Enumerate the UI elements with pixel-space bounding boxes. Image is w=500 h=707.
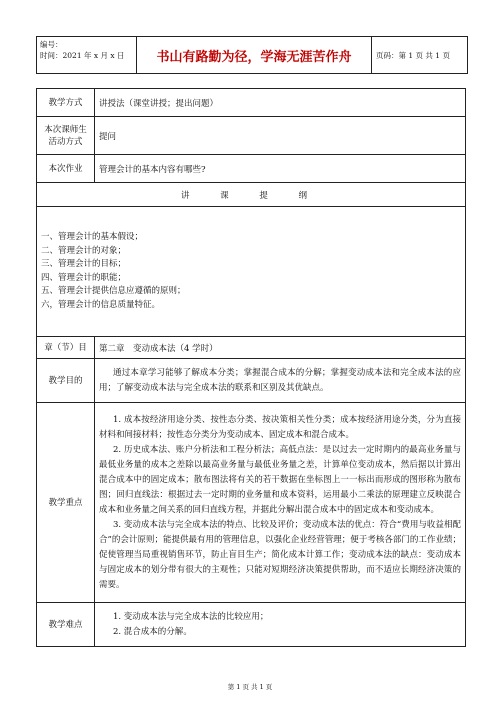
method-row bbox=[37, 89, 466, 117]
outline-item: 四、管理会计的职能； bbox=[41, 272, 127, 283]
key-point: 2. 历史成本法、账户分析法和工程分析法；高低点法：是以过去一定时期内的最高业务量与最低业务量的成本之差除以最高业务量与最低业务量之差，计算单位变动成本，然后据以计算出混合成本中的固定成本；散布图法将有关的若干数据在坐标图上一一标出而形成的图形称为散布图；回归直线法：根据过去一定时期的业务量和成本资料，运用最小二乘法的原理建立反映混合成本和业务量之间关系的回归直线方程，并据此分解出混合成本中的固定成本和变动成本。 bbox=[99, 444, 461, 515]
outline-item: 六，管理会计的信息质量特征。 bbox=[41, 299, 161, 310]
homework-label: 本次作业 bbox=[37, 155, 95, 183]
header-meta bbox=[37, 37, 137, 73]
outline-title: 讲 课 提 纲 bbox=[37, 183, 466, 207]
motto: 书山有路勤为径，学海无涯苦作舟 bbox=[137, 37, 372, 73]
chapter-row bbox=[37, 337, 466, 359]
method-label: 教学方式 bbox=[37, 89, 95, 117]
outline-title-row bbox=[37, 183, 466, 207]
activity-value: 提问 bbox=[95, 117, 466, 155]
goal-row bbox=[37, 359, 466, 403]
page-footer: 第 1 页 共 1 页 bbox=[227, 683, 273, 691]
homework-row bbox=[37, 155, 466, 183]
key-row bbox=[37, 403, 466, 603]
goal-label: 教学目的 bbox=[37, 359, 95, 403]
difficult-point: 2. 混合成本的分解。 bbox=[113, 626, 192, 637]
page-header bbox=[36, 36, 468, 74]
activity-row bbox=[37, 117, 466, 155]
outline-item: 一、管理会计的基本假设； bbox=[41, 232, 144, 242]
method-value: 讲授法（课堂讲授；提出问题） bbox=[95, 89, 466, 117]
page-label: 页码：第 1 页 共 1 页 bbox=[376, 50, 450, 60]
key-cell bbox=[95, 403, 466, 603]
outline-item: 二、管理会计的对象； bbox=[41, 245, 127, 256]
key-point: 3. 变动成本法与完全成本法的特点、比较及评价；变动成本法的优点：符合“费用与收益相配合”的会计原则；能提供最有用的管理信息，以强化企业经营管理；便于考核各部门的工作业绩；促使管理当局重视销售环节，防止盲目生产；简化成本计算工作；变动成本法的缺点：变动成本与固定成本的划分带有很大的主观性；只能对短期经济决策提供帮助，而不适应长期经济决策的需要。 bbox=[99, 519, 461, 590]
difficult-cell bbox=[95, 603, 466, 647]
outline-list bbox=[37, 207, 466, 337]
chapter-label: 章（节）目 bbox=[37, 337, 95, 359]
outline-row bbox=[37, 207, 466, 337]
key-point: 1. 成本按经济用途分类、按性态分类、按决策相关性分类；成本按经济用途分类，分为直接材料和间接材料；按性态分类分为变动成本、固定成本和混合成本。 bbox=[99, 414, 461, 440]
goal-value: 通过本章学习能够了解成本分类；掌握混合成本的分解；掌握变动成本法和完全成本法的应用；了解变动成本法与完全成本法的联系和区别及其优缺点。 bbox=[99, 367, 461, 393]
time-label: 时间：2021 年 x 月 x 日 bbox=[40, 51, 125, 60]
chapter-value: 第二章 变动成本法（4 学时） bbox=[95, 337, 466, 359]
outline-item: 三、管理会计的目标； bbox=[41, 259, 127, 269]
outline-item: 五、管理会计提供信息应遵循的原则； bbox=[41, 286, 186, 296]
difficult-label: 教学难点 bbox=[37, 603, 95, 647]
goal-cell bbox=[95, 359, 466, 403]
activity-label: 本次课师生活动方式 bbox=[37, 117, 95, 155]
homework-value: 管理会计的基本内容有哪些? bbox=[95, 155, 466, 183]
difficult-row bbox=[37, 603, 466, 647]
lesson-plan-table bbox=[36, 88, 466, 647]
key-label: 教学重点 bbox=[37, 403, 95, 603]
difficult-point: 1. 变动成本法与完全成本法的比较应用； bbox=[113, 611, 269, 622]
number-label: 编号： bbox=[40, 40, 63, 49]
